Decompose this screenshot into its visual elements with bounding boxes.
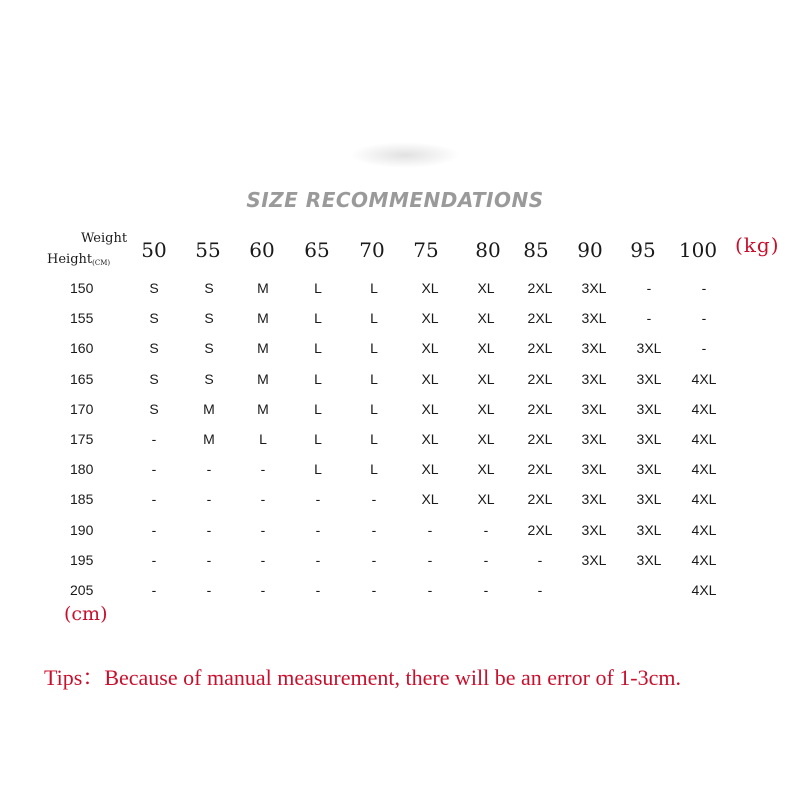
size-cell: 3XL (581, 522, 607, 538)
size-cell: - (315, 552, 321, 568)
size-cell: XL (421, 431, 439, 447)
height-label-unit: (CM) (92, 259, 111, 267)
size-cell: - (701, 310, 707, 326)
size-cell: 3XL (636, 491, 662, 507)
size-cell: 4XL (691, 491, 717, 507)
size-cell: L (370, 431, 378, 447)
weight-header-label: Weight (81, 231, 128, 246)
size-cell: 3XL (581, 491, 607, 507)
height-row-label: 195 (70, 552, 94, 568)
size-cell: 2XL (527, 491, 553, 507)
size-cell: L (370, 310, 378, 326)
size-cell: - (646, 280, 652, 296)
size-cell: - (537, 552, 543, 568)
size-cell: S (149, 401, 159, 417)
weight-column-header: 80 (475, 238, 501, 262)
size-cell: 2XL (527, 310, 553, 326)
height-row-label: 150 (70, 280, 94, 296)
size-cell: S (204, 371, 214, 387)
size-cell: - (371, 522, 377, 538)
size-cell: S (204, 340, 214, 356)
size-cell: - (260, 461, 266, 477)
size-cell: XL (477, 431, 495, 447)
height-header-label (47, 252, 110, 267)
size-cell: XL (421, 340, 439, 356)
size-cell: 3XL (636, 522, 662, 538)
size-cell: - (315, 491, 321, 507)
size-cell: XL (477, 371, 495, 387)
size-cell: M (203, 401, 215, 417)
size-cell: L (370, 401, 378, 417)
size-cell: 2XL (527, 461, 553, 477)
size-cell: XL (421, 280, 439, 296)
size-cell: 3XL (581, 431, 607, 447)
size-cell: - (260, 552, 266, 568)
size-cell: - (151, 491, 157, 507)
size-cell: L (314, 431, 322, 447)
height-row-label: 185 (70, 491, 94, 507)
size-cell: - (315, 582, 321, 598)
size-cell: - (151, 522, 157, 538)
page-title: SIZE RECOMMENDATIONS (246, 188, 544, 212)
size-cell: - (206, 582, 212, 598)
height-row-label: 160 (70, 340, 94, 356)
height-label-text: Height (47, 252, 93, 267)
size-cell: XL (477, 491, 495, 507)
size-cell: 3XL (636, 340, 662, 356)
size-cell: XL (477, 340, 495, 356)
size-cell: 3XL (581, 340, 607, 356)
size-cell: L (314, 340, 322, 356)
size-cell: S (149, 280, 159, 296)
height-row-label: 205 (70, 582, 94, 598)
size-cell: L (370, 461, 378, 477)
size-cell: - (427, 582, 433, 598)
size-cell: 4XL (691, 582, 717, 598)
size-cell: 3XL (636, 431, 662, 447)
size-cell: - (151, 552, 157, 568)
height-row-label: 165 (70, 371, 94, 387)
size-cell: - (701, 280, 707, 296)
size-cell: 3XL (581, 280, 607, 296)
size-cell: S (204, 310, 214, 326)
size-cell: - (206, 552, 212, 568)
size-cell: 4XL (691, 431, 717, 447)
size-cell: 3XL (636, 371, 662, 387)
height-row-label: 180 (70, 461, 94, 477)
size-cell: XL (477, 401, 495, 417)
size-cell: - (371, 491, 377, 507)
size-cell: 4XL (691, 461, 717, 477)
size-cell: - (371, 582, 377, 598)
size-cell: - (483, 552, 489, 568)
size-cell: 3XL (581, 461, 607, 477)
size-cell: XL (477, 461, 495, 477)
size-cell: - (537, 582, 543, 598)
size-cell: - (315, 522, 321, 538)
size-cell: XL (477, 310, 495, 326)
size-cell: 2XL (527, 431, 553, 447)
size-cell: S (149, 310, 159, 326)
height-row-label: 175 (70, 431, 94, 447)
size-cell: - (371, 552, 377, 568)
weight-column-header: 100 (678, 238, 718, 262)
size-cell: L (370, 371, 378, 387)
size-cell: M (257, 280, 269, 296)
size-cell: S (204, 280, 214, 296)
size-cell: - (206, 461, 212, 477)
size-cell: 4XL (691, 552, 717, 568)
size-cell: - (260, 582, 266, 598)
size-cell: - (646, 310, 652, 326)
weight-column-header: 95 (630, 238, 656, 262)
size-cell: 2XL (527, 280, 553, 296)
size-cell: - (151, 461, 157, 477)
size-cell: XL (477, 280, 495, 296)
size-cell: 4XL (691, 522, 717, 538)
size-cell: M (257, 401, 269, 417)
size-cell: 2XL (527, 340, 553, 356)
weight-column-header: 90 (577, 238, 603, 262)
size-cell: - (206, 522, 212, 538)
size-cell: 3XL (636, 401, 662, 417)
size-cell: 3XL (581, 371, 607, 387)
size-cell: 2XL (527, 371, 553, 387)
size-cell: L (314, 401, 322, 417)
size-cell: XL (421, 310, 439, 326)
weight-column-header: 70 (359, 238, 385, 262)
size-cell: XL (421, 491, 439, 507)
size-cell: S (149, 371, 159, 387)
size-cell: 3XL (581, 310, 607, 326)
size-cell: 3XL (581, 552, 607, 568)
size-cell: - (206, 491, 212, 507)
weight-unit-label: (kg) (735, 233, 780, 257)
height-row-label: 155 (70, 310, 94, 326)
size-cell: 3XL (636, 461, 662, 477)
weight-column-header: 75 (413, 238, 439, 262)
weight-column-header: 60 (249, 238, 275, 262)
size-cell: 4XL (691, 371, 717, 387)
height-unit-label: (cm) (64, 603, 108, 625)
size-cell: - (427, 552, 433, 568)
size-cell: - (483, 582, 489, 598)
size-cell: L (314, 280, 322, 296)
size-cell: M (257, 340, 269, 356)
size-cell: XL (421, 461, 439, 477)
size-cell: S (149, 340, 159, 356)
size-cell: - (151, 582, 157, 598)
size-cell: L (314, 461, 322, 477)
size-cell: L (259, 431, 267, 447)
size-cell: - (701, 340, 707, 356)
size-cell: L (370, 340, 378, 356)
size-cell: - (427, 522, 433, 538)
size-cell: 2XL (527, 522, 553, 538)
size-cell: 3XL (581, 401, 607, 417)
weight-column-header: 50 (141, 238, 167, 262)
size-cell: M (257, 371, 269, 387)
weight-column-header: 85 (523, 238, 549, 262)
weight-column-header: 55 (195, 238, 221, 262)
size-cell: XL (421, 371, 439, 387)
height-row-label: 170 (70, 401, 94, 417)
size-cell: - (483, 522, 489, 538)
size-cell: XL (421, 401, 439, 417)
tips-note: Tips：Because of manual measurement, there will be an error of 1-3cm. (44, 665, 681, 690)
size-cell: 4XL (691, 401, 717, 417)
size-cell: - (260, 522, 266, 538)
size-cell: - (260, 491, 266, 507)
size-cell: L (370, 280, 378, 296)
size-cell: L (314, 371, 322, 387)
size-cell: M (203, 431, 215, 447)
blurred-logo (350, 142, 460, 168)
size-cell: - (151, 431, 157, 447)
size-cell: M (257, 310, 269, 326)
height-row-label: 190 (70, 522, 94, 538)
size-cell: 3XL (636, 552, 662, 568)
size-cell: L (314, 310, 322, 326)
size-cell: 2XL (527, 401, 553, 417)
weight-column-header: 65 (304, 238, 330, 262)
